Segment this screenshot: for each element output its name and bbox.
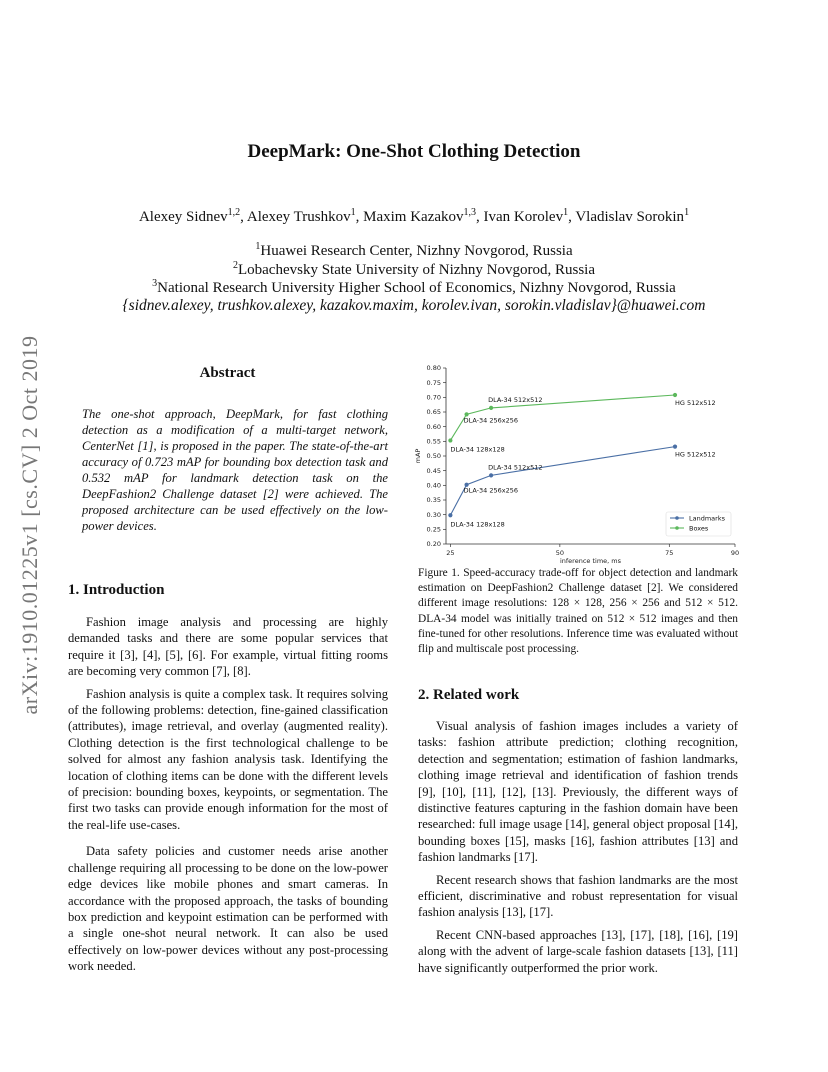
abstract-text: The one-shot approach, DeepMark, for fast clothing detection as a modification of a multi-target network, CenterNet [1], is proposed in the paper. The state-of-the-art accuracy of 0.723 mAP for bounding box detection task and 0.532 mAP for landmark detection task on the DeepFashion2 Challenge dataset [2] were achieved. The proposed architecture can be used effectively on the low-power devices. xyxy=(82,407,388,533)
data-point xyxy=(673,445,677,449)
related-paragraph: Visual analysis of fashion images includes a variety of tasks: fashion attribute prediction; clothing recognition, detection and segmentation; estimation of fashion landmarks, clothing image retrieval and identification of fashion trends [9], [10], [11], [12], [13]. Previously, the different ways of distinctive features capturing in the fashion domain have been researched: full image usage [14], general object proposal [14], bounding boxes [15], masks [16], fashion attributes [13] and fashion landmarks [17]. xyxy=(418,719,738,865)
y-tick-label: 0.80 xyxy=(426,364,441,373)
data-point xyxy=(489,406,493,410)
x-tick-label: 50 xyxy=(555,549,564,557)
legend-label: Landmarks xyxy=(689,514,725,523)
legend-marker xyxy=(675,516,679,520)
paper-title: DeepMark: One-Shot Clothing Detection xyxy=(247,141,581,162)
legend-label: Boxes xyxy=(689,524,709,533)
y-axis-label: mAP xyxy=(414,448,422,464)
y-tick-label: 0.20 xyxy=(426,540,441,549)
author-emails: {sidnev.alexey, trushkov.alexey, kazakov.maxim, korolev.ivan, sorokin.vladislav}@huawei.com xyxy=(122,297,706,314)
figure-caption: Figure 1. Speed-accuracy trade-off for object detection and landmark estimation on DeepFashion2 Challenge dataset [2]. We considered different image resolutions: 128 × 128, 256 × 256 and 512 × 512. DLA-34 model was initially trained on 512 × 512 images and then fine-tuned for other resolutions. Inference time was evaluated without flip and multiscale post processing. xyxy=(418,567,738,656)
x-tick-label: 25 xyxy=(446,549,455,557)
point-label: DLA-34 128x128 xyxy=(450,520,505,529)
point-label: HG 512x512 xyxy=(675,398,716,407)
related-body xyxy=(418,718,738,982)
data-point xyxy=(448,513,452,517)
point-label: DLA-34 512x512 xyxy=(488,395,543,404)
affiliation-2: $^2$Lobachevsky State University of Nizhny Novgorod, Russia xyxy=(232,260,596,278)
intro-paragraph: Fashion image analysis and processing are highly demanded tasks and there are some popular services that require it [3], [4], [5], [6]. For example, virtual fitting rooms are becoming very common [7], [8]. xyxy=(68,615,388,679)
arxiv-id: arXiv:1910.01225v1 [cs.CV] 2 Oct 2019 xyxy=(17,335,42,715)
y-tick-label: 0.75 xyxy=(426,378,441,387)
data-point xyxy=(489,473,493,477)
data-point xyxy=(673,393,677,397)
point-label: DLA-34 256x256 xyxy=(463,486,519,495)
arxiv-stamp xyxy=(10,295,50,755)
intro-paragraph: Data safety policies and customer needs arise another challenge requiring all processing to be done on the low-power edge devices like mobile phones and smart cameras. In accordance with the proposed approach, the tasks of bounding box prediction and keypoint estimation can be performed with a single one-shot neural network. It can also be used effectively on low-power devices without any post-processing work needed. xyxy=(68,844,388,974)
point-label: DLA-34 256x256 xyxy=(463,416,519,425)
affiliation-3: $^3$National Research University Higher School of Economics, Nizhny Novgorod, Russia xyxy=(152,278,676,296)
related-heading: 2. Related work xyxy=(418,687,520,703)
y-tick-label: 0.25 xyxy=(426,525,441,534)
related-paragraph: Recent CNN-based approaches [13], [17], [18], [16], [19] along with the advent of large-scale fashion datasets [13], [11] have significantly outperformed the prior work. xyxy=(418,927,738,975)
y-tick-label: 0.70 xyxy=(426,393,441,402)
x-axis-label: inference time, ms xyxy=(559,557,622,565)
intro-heading: 1. Introduction xyxy=(68,582,165,598)
point-label: DLA-34 128x128 xyxy=(450,445,505,454)
legend-marker xyxy=(675,526,679,530)
y-tick-label: 0.65 xyxy=(426,408,441,417)
x-tick-label: 75 xyxy=(665,549,674,557)
data-point xyxy=(448,438,452,442)
y-tick-label: 0.30 xyxy=(426,510,441,519)
series-line-landmarks xyxy=(450,447,675,516)
intro-paragraph: Fashion analysis is quite a complex task. It requires solving of the following problems: detection, fine-gained classification (attributes), image retrieval, and overlay (augmented reality). Clothing detection is the first technological challenge to be solved for almost any fashion analysis task. Identifying the location of clothing items can be done with the different levels of precision: bounding boxes, keypoints, or segmentation. The first two tasks can provide enough information for the most of the real-life use-cases. xyxy=(68,686,388,832)
y-tick-label: 0.55 xyxy=(426,437,441,446)
y-tick-label: 0.60 xyxy=(426,422,441,431)
abstract-heading: Abstract xyxy=(199,365,256,381)
y-tick-label: 0.45 xyxy=(426,466,441,475)
y-tick-label: 0.35 xyxy=(426,496,441,505)
intro-body xyxy=(68,614,388,981)
y-tick-label: 0.50 xyxy=(426,452,441,461)
point-label: DLA-34 512x512 xyxy=(488,463,543,472)
y-tick-label: 0.40 xyxy=(426,481,441,490)
author-list: Alexey Sidnev$^{1,2}$, Alexey Trushkov$^1$, Maxim Kazakov$^{1,3}$, Ivan Korolev$^1$, Vladislav Sorokin$^1$ xyxy=(138,207,690,225)
affiliation-1: $^1$Huawei Research Center, Nizhny Novgorod, Russia xyxy=(255,241,573,259)
point-label: HG 512x512 xyxy=(675,450,716,459)
related-paragraph: Recent research shows that fashion landmarks are the most efficient, discriminative and robust representation for visual fashion analysis [13], [17]. xyxy=(418,872,738,920)
figure-1-chart xyxy=(408,358,753,568)
x-tick-label: 90 xyxy=(730,549,740,557)
